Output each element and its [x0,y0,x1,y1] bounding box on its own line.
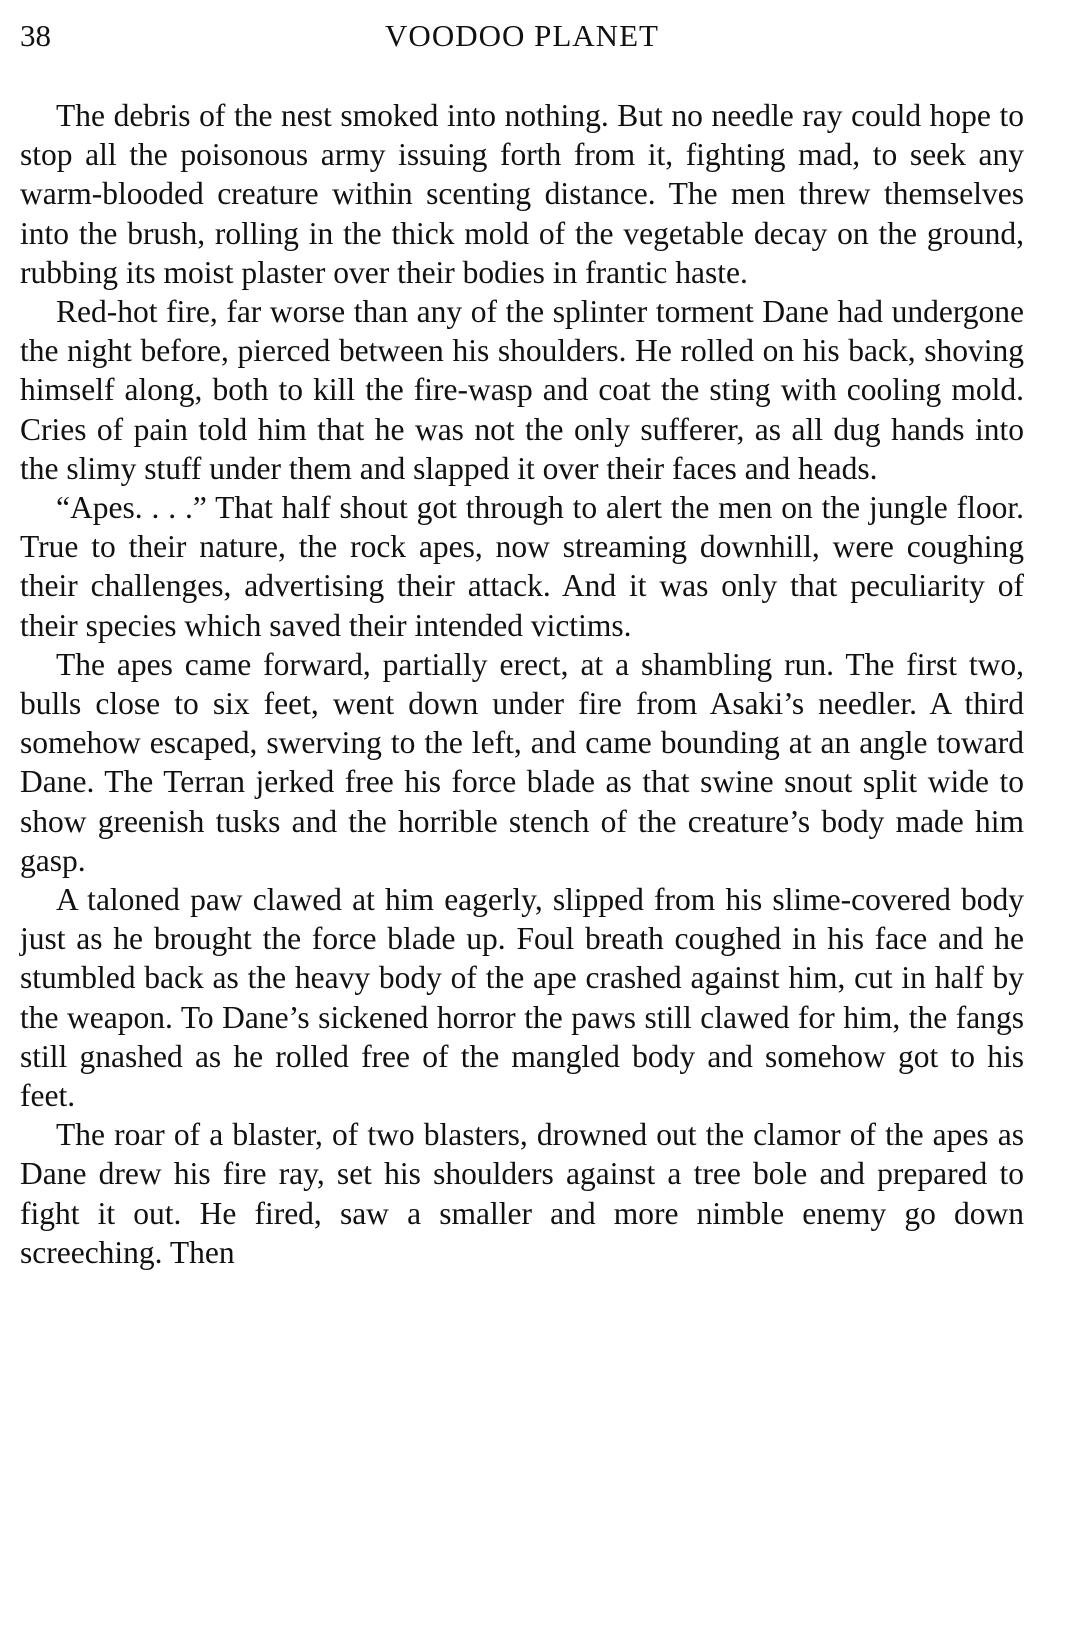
paragraph-5: A taloned paw clawed at him eagerly, slipped from his slime-covered body just as he brought the force blade up. Foul breath coughed in his face and he stumbled back as the heavy body of the ape crashed against him, cut in half by the weapon. To Dane’s sickened horror the paws still clawed for him, the fangs still gnashed as he rolled free of the mangled body and somehow got to his feet. [20,882,1024,1114]
paragraph-2: Red-hot fire, far worse than any of the splinter torment Dane had undergone the night before, pierced between his shoulders. He rolled on his back, shoving himself along, both to kill the fire-wasp and coat the sting with cooling mold. Cries of pain told him that he was not the only sufferer, as all dug hands into the slimy stuff under them and slapped it over their faces and heads. [20,294,1024,486]
paragraph-1: The debris of the nest smoked into nothing. But no needle ray could hope to stop all the poisonous army issuing forth from it, fighting mad, to seek any warm-blooded creature within scenting distance. The men threw themselves into the brush, rolling in the thick mold of the vegetable decay on the ground, rubbing its moist plaster over their bodies in frantic haste. [20,98,1024,290]
paragraph-6: The roar of a blaster, of two blasters, drowned out the clamor of the apes as Dane drew his fire ray, set his shoulders against a tree bole and prepared to fight it out. He fired, saw a smaller and more nimble enemy go down screeching. Then [20,1117,1024,1270]
page-number: 38 [20,18,51,53]
paragraph-3: “Apes. . . .” That half shout got through to alert the men on the jungle floor. True to their nature, the rock apes, now streaming downhill, were coughing their challenges, advertising their attack. And it was only that peculiarity of their species which saved their intended victims. [20,490,1024,643]
body-text [20,96,1024,1272]
paragraph-4: The apes came forward, partially erect, at a shambling run. The first two, bulls close to six feet, went down under fire from Asaki’s needler. A third somehow escaped, swerving to the left, and came bounding at an angle toward Dane. The Terran jerked free his force blade as that swine snout split wide to show greenish tusks and the horrible stench of the creature’s body made him gasp. [20,646,1024,878]
running-head [20,14,1024,58]
book-page [20,0,1024,1628]
book-title: VOODOO PLANET [385,18,659,53]
